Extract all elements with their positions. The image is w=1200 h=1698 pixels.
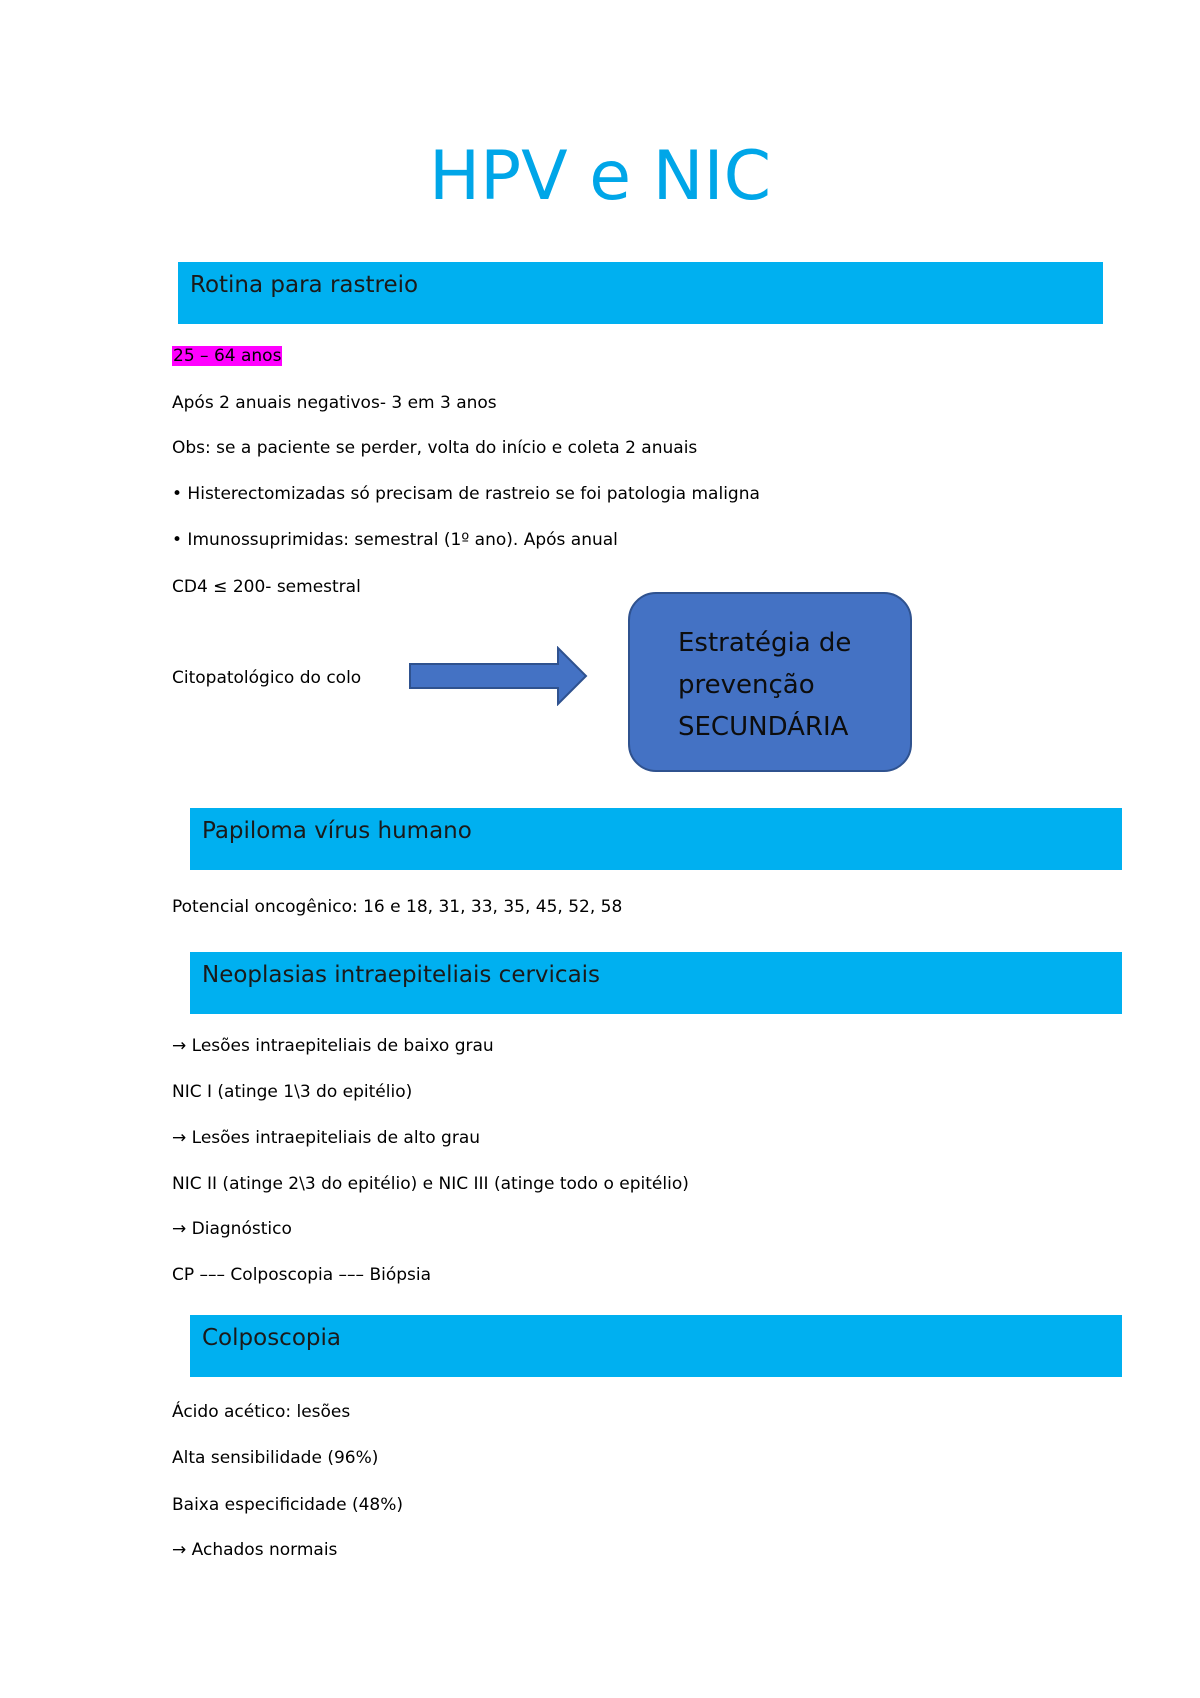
section-heading-papiloma xyxy=(190,808,1122,870)
text-line: NIC II (atinge 2\3 do epitélio) e NIC III (atinge todo o epitélio) xyxy=(172,1174,689,1194)
strategy-box-line: Estratégia de xyxy=(678,628,852,658)
age-range-highlight: 25 – 64 anos xyxy=(173,346,282,366)
strategy-box xyxy=(628,592,912,772)
text-line: Após 2 anuais negativos- 3 em 3 anos xyxy=(172,393,497,413)
age-range-line xyxy=(172,346,282,366)
text-line: Potencial oncogênico: 16 e 18, 31, 33, 35, 45, 52, 58 xyxy=(172,897,623,917)
strategy-box-line: prevenção xyxy=(678,670,815,700)
text-line: Baixa especificidade (48%) xyxy=(172,1495,404,1515)
text-line: CP ––– Colposcopia ––– Biópsia xyxy=(172,1265,432,1285)
text-line: CD4 ≤ 200- semestral xyxy=(172,577,361,597)
bullet-line: • Histerectomizadas só precisam de rastreio se foi patologia maligna xyxy=(172,484,760,504)
text-line: Ácido acético: lesões xyxy=(172,1402,351,1422)
section-heading-label: Colposcopia xyxy=(202,1325,341,1351)
bullet-line: • Imunossuprimidas: semestral (1º ano). Após anual xyxy=(172,530,618,550)
text-line: → Lesões intraepiteliais de alto grau xyxy=(172,1128,481,1148)
page-title: HPV e NIC xyxy=(428,137,772,216)
section-heading-label: Rotina para rastreio xyxy=(190,272,419,298)
section-heading-colposcopia xyxy=(190,1315,1122,1377)
section-heading-label: Papiloma vírus humano xyxy=(202,818,472,844)
text-line: → Achados normais xyxy=(172,1540,338,1560)
section-heading-label: Neoplasias intraepiteliais cervicais xyxy=(202,962,601,988)
section-heading-neoplasias xyxy=(190,952,1122,1014)
text-line: → Diagnóstico xyxy=(172,1219,292,1239)
text-line: → Lesões intraepiteliais de baixo grau xyxy=(172,1036,494,1056)
text-line: Obs: se a paciente se perder, volta do início e coleta 2 anuais xyxy=(172,438,698,458)
section-heading-rastreio xyxy=(178,262,1103,324)
strategy-box-line: SECUNDÁRIA xyxy=(678,712,849,742)
citopatologico-label: Citopatológico do colo xyxy=(172,668,362,688)
right-arrow-icon xyxy=(408,646,588,706)
text-line: NIC I (atinge 1\3 do epitélio) xyxy=(172,1082,413,1102)
text-line: Alta sensibilidade (96%) xyxy=(172,1448,379,1468)
